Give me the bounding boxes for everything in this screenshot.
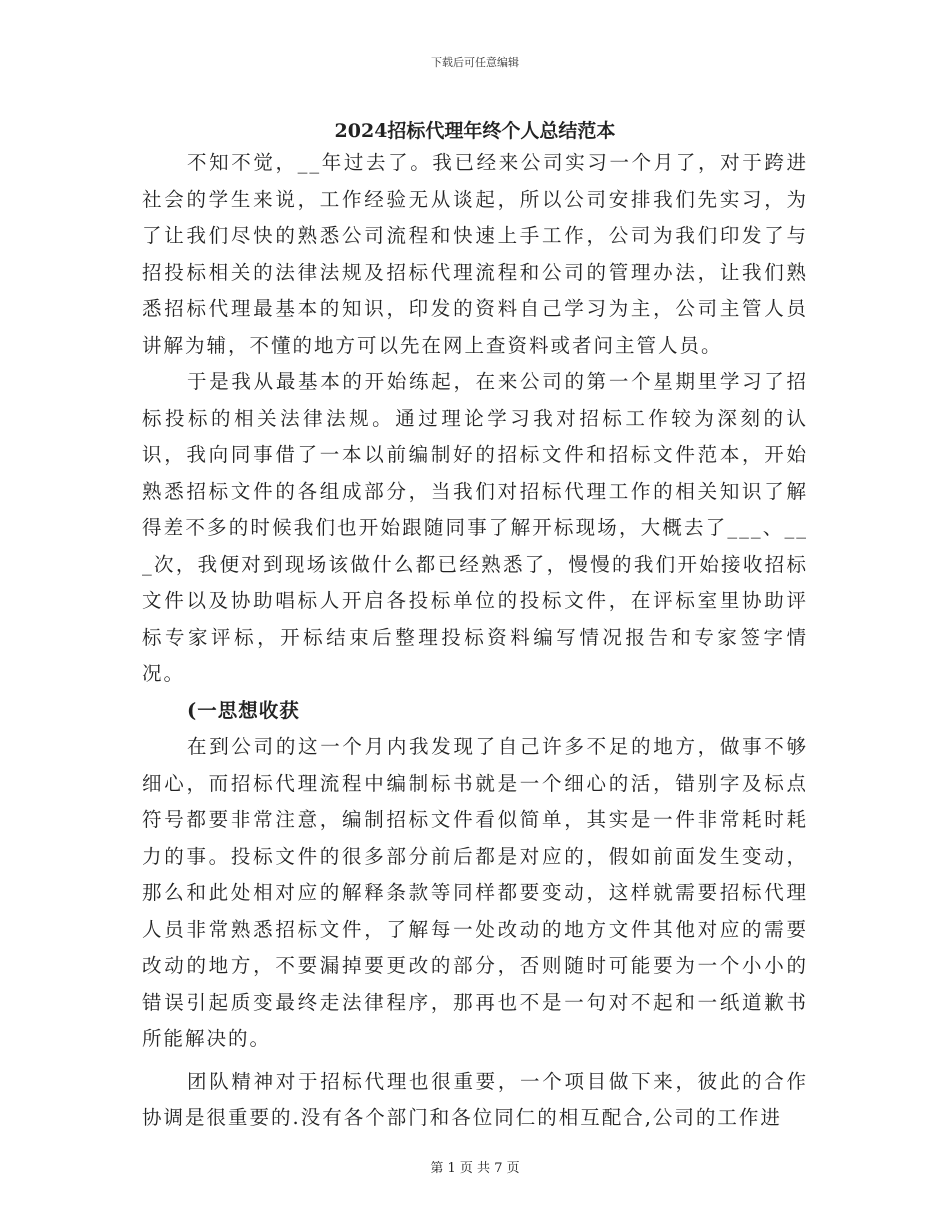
- document-title: 2024招标代理年终个人总结范本: [334, 120, 616, 142]
- paragraph-shortcomings: 在到公司的这一个月内我发现了自己许多不足的地方，做事不够细心，而招标代理流程中编制标书就是一个细心的活，错别字及标点符号都要非常注意，编制招标文件看似简单，其实是一件非常耗时耗力的事。投标文件的很多部分前后都是对应的，假如前面发生变动，那么和此处相对应的解释条款等同样都要变动，这样就需要招标代理人员非常熟悉招标文件，了解每一处改动的地方文件其他对应的需要改动的地方，不要漏掉要更改的部分，否则随时可能要为一个小小的错误引起质变最终走法律程序，那再也不是一句对不起和一纸道歉书所能解决的。: [142, 735, 808, 1050]
- paragraph-teamwork: 团队精神对于招标代理也很重要，一个项目做下来，彼此的合作协调是很重要的.没有各个部门和各位同仁的相互配合,公司的工作进: [142, 1069, 808, 1129]
- section-heading: (一思想收获: [187, 698, 300, 722]
- page-number: 第 1 页 共 7 页: [430, 1161, 520, 1176]
- paragraph-intro: 不知不觉，__年过去了。我已经来公司实习一个月了，对于跨进社会的学生来说，工作经验无从谈起，所以公司安排我们先实习，为了让我们尽快的熟悉公司流程和快速上手工作，公司为我们印发了与招投标相关的法律法规及招标代理流程和公司的管理办法，让我们熟悉招标代理最基本的知识，印发的资料自己学习为主，公司主管人员讲解为辅，不懂的地方可以先在网上查资料或者问主管人员。: [142, 151, 808, 357]
- header-note: 下载后可任意编辑: [431, 56, 519, 69]
- paragraph-learning: 于是我从最基本的开始练起，在来公司的第一个星期里学习了招标投标的相关法律法规。通过理论学习我对招标工作较为深刻的认识，我向同事借了一本以前编制好的招标文件和招标文件范本，开始熟悉招标文件的各组成部分，当我们对招标代理工作的相关知识了解得差不多的时候我们也开始跟随同事了解开标现场，大概去了___、___次，我便对到现场该做什么都已经熟悉了，慢慢的我们开始接收招标文件以及协助唱标人开启各投标单位的投标文件，在评标室里协助评标专家评标，开标结束后整理投标资料编写情况报告和专家签字情况。: [142, 370, 808, 685]
- document-body: [142, 145, 808, 1137]
